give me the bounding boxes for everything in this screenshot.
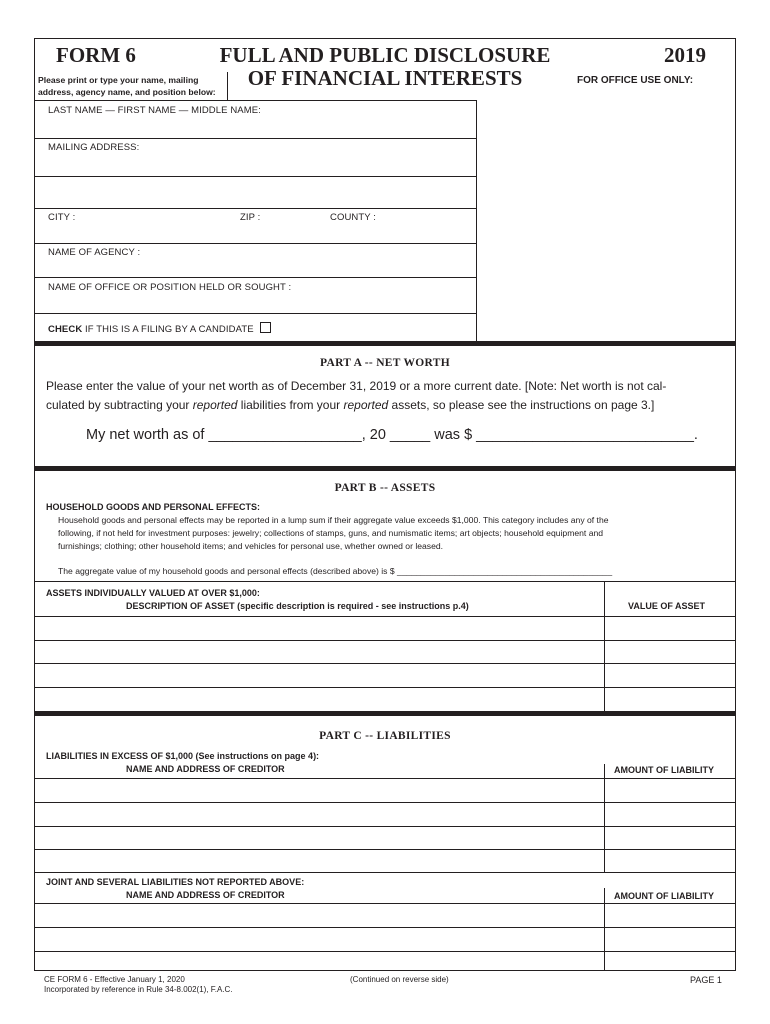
household-text-line2: following, if not held for investment purposes: jewelry; collections of stamps, guns, and numismatic items; art objects; household equipment and xyxy=(58,528,604,538)
form-title-line2: OF FINANCIAL INTERESTS xyxy=(247,66,523,90)
footer-continued: (Continued on reverse side) xyxy=(350,975,449,984)
office-use-label: FOR OFFICE USE ONLY: xyxy=(577,75,694,86)
text: culated by subtracting your xyxy=(46,398,193,412)
section-band xyxy=(34,341,736,346)
rule xyxy=(34,903,736,904)
footer-page-number: PAGE 1 xyxy=(690,975,722,985)
agency-label[interactable]: NAME OF AGENCY : xyxy=(48,247,141,258)
rule xyxy=(34,616,736,617)
asset-col-divider xyxy=(604,581,605,711)
col-creditor-name: NAME AND ADDRESS OF CREDITOR xyxy=(126,764,285,774)
liabilities-heading: LIABILITIES IN EXCESS OF $1,000 (See instructions on page 4): xyxy=(46,751,320,761)
text: liabilities from your xyxy=(237,398,344,412)
joint-row xyxy=(34,951,736,952)
county-label[interactable]: COUNTY : xyxy=(330,212,377,223)
mailing-address-label[interactable]: MAILING ADDRESS: xyxy=(48,142,140,153)
joint-row xyxy=(34,927,736,928)
rule xyxy=(34,243,476,244)
rule xyxy=(34,138,476,139)
household-text-line3: furnishings; clothing; other household items; and vehicles for personal use, whether owned or leased. xyxy=(58,541,444,551)
rule xyxy=(34,176,476,177)
candidate-check-bold: CHECK xyxy=(48,324,83,335)
footer-effective: CE FORM 6 - Effective January 1, 2020 xyxy=(44,975,185,984)
joint-col-divider xyxy=(604,888,605,970)
form-title-line1: FULL AND PUBLIC DISCLOSURE xyxy=(219,43,551,67)
part-a-text-line2 xyxy=(46,396,654,415)
rule xyxy=(34,581,736,582)
zip-label[interactable]: ZIP : xyxy=(240,212,261,223)
text: assets, so please see the instructions on page 3.] xyxy=(388,398,655,412)
position-label[interactable]: NAME OF OFFICE OR POSITION HELD OR SOUGHT : xyxy=(48,282,292,293)
part-a-title: PART A -- NET WORTH xyxy=(320,357,450,369)
instruction-text: Please print or type your name, mailing address, agency name, and position below: xyxy=(38,75,216,97)
rule xyxy=(34,100,476,101)
form-number: FORM 6 xyxy=(56,43,136,67)
candidate-check-text: IF THIS IS A FILING BY A CANDIDATE xyxy=(82,324,254,335)
liability-row xyxy=(34,802,736,803)
household-text-line1: Household goods and personal effects may be reported in a lump sum if their aggregate value exceeds $1,000. This category includes any of the xyxy=(58,515,609,525)
col-asset-value: VALUE OF ASSET xyxy=(628,601,706,611)
liability-row xyxy=(34,872,736,873)
rule xyxy=(34,970,736,971)
part-b-title: PART B -- ASSETS xyxy=(334,482,436,494)
asset-row xyxy=(34,640,736,641)
household-heading: HOUSEHOLD GOODS AND PERSONAL EFFECTS: xyxy=(46,502,261,512)
net-worth-statement[interactable]: My net worth as of ___________________, 20 _____ was $ ___________________________. xyxy=(86,427,698,443)
text: reported xyxy=(192,398,238,412)
candidate-check[interactable] xyxy=(48,322,271,335)
col-joint-creditor-name: NAME AND ADDRESS OF CREDITOR xyxy=(126,890,285,900)
assets-individual-heading: ASSETS INDIVIDUALLY VALUED AT OVER $1,000: xyxy=(46,588,260,598)
rule xyxy=(34,208,476,209)
candidate-checkbox[interactable] xyxy=(260,322,271,333)
liability-col-divider xyxy=(604,764,605,872)
col-joint-liability-amount: AMOUNT OF LIABILITY xyxy=(614,891,714,901)
name-field-label[interactable]: LAST NAME — FIRST NAME — MIDDLE NAME: xyxy=(48,105,261,116)
asset-row xyxy=(34,687,736,688)
col-asset-description: DESCRIPTION OF ASSET (specific description is required - see instructions p.4) xyxy=(126,601,469,611)
aggregate-value-line[interactable]: The aggregate value of my household goods and personal effects (described above) is $ _____________________________________________ xyxy=(58,566,613,576)
liability-row xyxy=(34,849,736,850)
rule xyxy=(34,778,736,779)
rule xyxy=(34,313,476,314)
liability-row xyxy=(34,826,736,827)
text: reported xyxy=(343,398,389,412)
joint-liabilities-heading: JOINT AND SEVERAL LIABILITIES NOT REPORTED ABOVE: xyxy=(46,877,305,887)
instruction-box-edge xyxy=(227,72,228,101)
asset-row xyxy=(34,663,736,664)
section-band xyxy=(34,711,736,716)
col-liability-amount: AMOUNT OF LIABILITY xyxy=(614,765,714,775)
part-c-title: PART C -- LIABILITIES xyxy=(319,730,451,742)
rule xyxy=(34,277,476,278)
office-use-divider xyxy=(476,100,477,342)
section-band xyxy=(34,466,736,471)
part-a-text-line1: Please enter the value of your net worth as of December 31, 2019 or a more current date. [Note: Net worth is not cal- xyxy=(46,379,667,393)
footer-incorporated: Incorporated by reference in Rule 34-8.002(1), F.A.C. xyxy=(44,985,233,994)
form-year: 2019 xyxy=(664,43,706,67)
city-label[interactable]: CITY : xyxy=(48,212,76,223)
